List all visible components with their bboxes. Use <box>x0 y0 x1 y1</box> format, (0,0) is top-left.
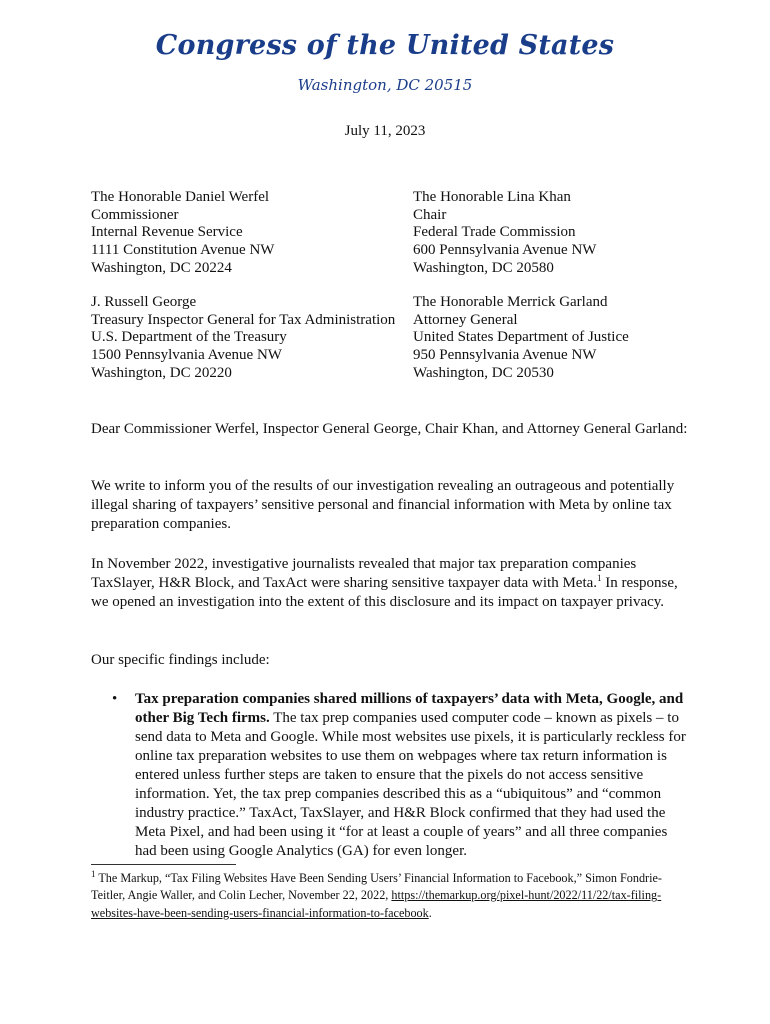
addressee-block-garland <box>413 294 629 383</box>
paragraph-findings-intro-text: Our specific findings include: <box>91 652 270 668</box>
addressee-line: Attorney General <box>413 311 518 328</box>
bullet-icon: • <box>112 691 118 707</box>
addressee-block-werfel <box>91 189 274 278</box>
addressee-line: Federal Trade Commission <box>413 224 576 241</box>
paragraph-background-cont: In response, we opened an investigation into the extent of this disclosure and its impact on taxpayer privacy. <box>91 575 678 610</box>
addressee-line: U.S. Department of the Treasury <box>91 329 287 346</box>
salutation-text: Dear Commissioner Werfel, Inspector General George, Chair Khan, and Attorney General Garland: <box>91 421 688 437</box>
addressee-line: J. Russell George <box>91 294 197 310</box>
addressee-line: Commissioner <box>91 206 179 223</box>
finding-heading: Tax preparation companies shared millions of taxpayers’ data with Meta, Google, and other Big Tech firms. <box>135 691 684 726</box>
footnote-link[interactable]: https://themarkup.org/pixel-hunt/2022/11/22/tax-filing-websites-have-been-sending-users-financial-information-to-facebook <box>91 888 662 920</box>
paragraph-background <box>91 555 693 612</box>
footnote-trail: . <box>428 905 432 920</box>
paragraph-findings-intro <box>91 651 693 670</box>
addressee-block-george <box>91 294 395 383</box>
addressee-line: 1500 Pennsylvania Avenue NW <box>91 347 282 364</box>
footnote-reference[interactable]: 1 <box>597 573 602 583</box>
addressee-line: The Honorable Merrick Garland <box>413 294 608 310</box>
addressee-line: United States Department of Justice <box>413 329 629 346</box>
footnote-number: 1 <box>91 868 96 879</box>
letterhead-title: Congress of the United States <box>155 30 615 61</box>
addressee-line: Washington, DC 20220 <box>91 364 232 381</box>
addressee-line: 1111 Constitution Avenue NW <box>91 242 275 259</box>
letterhead-location: Washington, DC 20515 <box>297 76 473 94</box>
addressee-line: The Honorable Daniel Werfel <box>91 189 270 205</box>
addressee-line: 950 Pennsylvania Avenue NW <box>413 347 597 364</box>
addressee-line: Internal Revenue Service <box>91 224 243 241</box>
addressee-line: Chair <box>413 206 447 223</box>
paragraph-intro <box>91 477 693 534</box>
letter-date: July 11, 2023 <box>344 123 426 139</box>
paragraph-background-text <box>91 555 693 612</box>
paragraph-background-lead: In November 2022, investigative journalists revealed that major tax preparation companies TaxSlayer, H&R Block, and TaxAct were sharing sensitive taxpayer data with Meta. <box>91 556 637 591</box>
finding-body: The tax prep companies used computer code – known as pixels – to send data to Meta and Google. While most websites use pixels, it is particularly reckless for online tax preparation websites to use them on webpages where tax return information is entered unless further steps are taken to ensure that the pixels do not access sensitive information. Yet, the tax prep companies described this as a “ubiquitous” and “common industry practice.” TaxAct, TaxSlayer, and H&R Block confirmed that they had used the Meta Pixel, and had been using it “for at least a couple of years” and all three companies had been using Google Analytics (GA) for even longer. <box>135 710 686 859</box>
addressee-line: 600 Pennsylvania Avenue NW <box>413 242 597 259</box>
addressee-line: Washington, DC 20530 <box>413 364 554 381</box>
footnote <box>91 870 691 922</box>
addressee-line: Treasury Inspector General for Tax Administration <box>91 311 396 328</box>
finding-item <box>135 690 691 861</box>
footnote-citation: The Markup, “Tax Filing Websites Have Been Sending Users’ Financial Information to Facebook,” Simon Fondrie-Teitler, Angie Waller, and Colin Lecher, November 22, 2022, <box>91 871 662 903</box>
paragraph-intro-text: We write to inform you of the results of our investigation revealing an outrageous and potentially illegal sharing of taxpayers’ sensitive personal and financial information with Meta by online tax preparation companies. <box>91 478 675 532</box>
addressee-block-khan <box>413 189 596 278</box>
addressee-line: Washington, DC 20224 <box>91 259 232 276</box>
salutation <box>91 420 693 439</box>
addressee-line: Washington, DC 20580 <box>413 259 554 276</box>
addressee-line: The Honorable Lina Khan <box>413 189 571 205</box>
footnote-divider <box>91 864 236 865</box>
